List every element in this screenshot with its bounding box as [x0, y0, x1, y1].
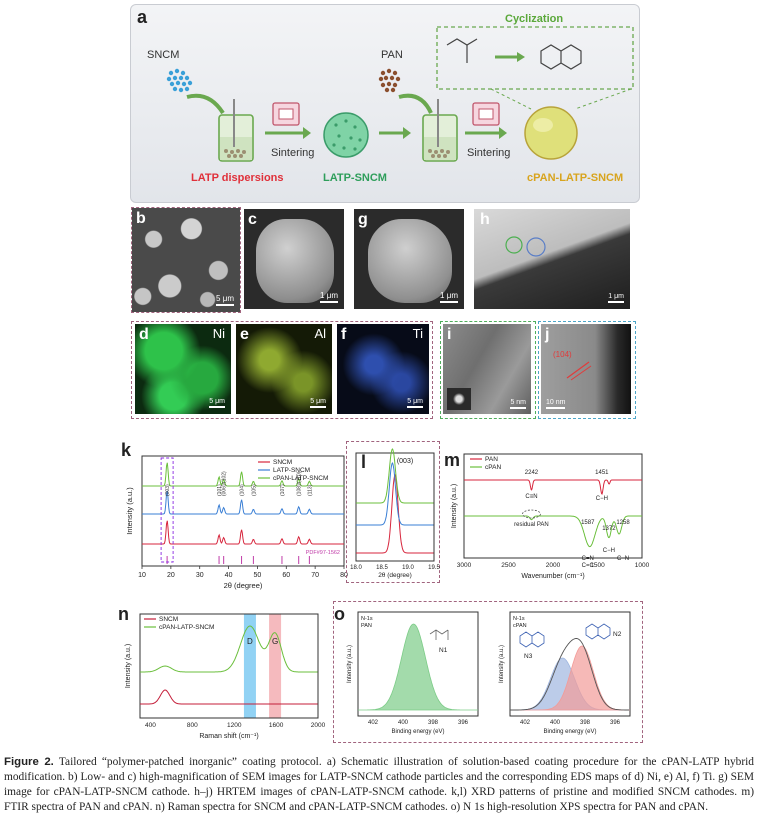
fft-inset [447, 388, 471, 410]
x-tick-label-xps: 400 [397, 720, 409, 726]
peak-label: (105) [251, 484, 258, 496]
panel-label-e: e [240, 326, 249, 343]
panel-label-c: c [248, 211, 257, 228]
x-tick-label-xps: 400 [549, 720, 561, 726]
sncm-label: SNCM [147, 49, 180, 61]
peak-label: (104) [239, 484, 246, 496]
scale-bar-g: 1 μm [440, 291, 458, 303]
annot-cn: C≡N [525, 494, 538, 500]
lattice-annotation: (104) [553, 350, 572, 359]
furnace-icon-1 [273, 103, 299, 125]
molecule-n3 [520, 632, 544, 647]
x-tick-label-m: 3000 [456, 562, 472, 569]
x-tick-label-m: 2500 [501, 562, 516, 569]
peak-label: (003) [165, 484, 172, 496]
annot-2242: 2242 [524, 470, 539, 476]
scale-bar-b: 5 μm [216, 294, 234, 306]
eds-map-ni [135, 324, 231, 414]
peak-label: (108)/(110) [296, 471, 303, 496]
scale-bar-c: 1 μm [320, 291, 338, 303]
panel-a [130, 4, 640, 203]
annot-ch: C−H [595, 496, 608, 502]
x-tick-label-m: 1000 [634, 562, 650, 569]
pan-particles [379, 69, 400, 92]
cpan-latp-sncm-label: cPAN-LATP-SNCM [527, 172, 624, 184]
element-ti: Ti [412, 326, 423, 341]
caption-text: Tailored “polymer-patched inorganic” coating protocol. a) Schematic illustration of solution-based coating procedure for the cPAN-LATP hybrid modification. b) Low- and c) high-magnification of SEM images for LATP-SNCM cathode particles and the corresponding EDS maps of d) Ni, e) Al, f) Ti. g) SEM image for cPAN-LATP-SNCM cathode. h–j) HRTEM images of cPAN-LATP-SNCM cathode. k,l) XRD patterns of pristine and modified SNCM cathodes. m) FTIR spectra of PAN and cPAN. n) Raman spectra for SNCM and cPAN-LATP-SNCM cathodes. o) N 1s high-resolution XPS spectra for PAN and cPAN. [4, 756, 754, 813]
tem-h-circles [474, 209, 630, 309]
y-axis-label-n: Intensity (a.u.) [125, 643, 132, 689]
xrd-zoom-series-0 [356, 475, 434, 553]
annot-1587: 1587 [581, 520, 595, 526]
x-tick-label-xps: 396 [457, 720, 469, 726]
x-tick-label-k: 50 [253, 572, 262, 579]
legend-label-n: cPAN-LATP-SNCM [159, 624, 215, 631]
x-tick-label-m: 2000 [545, 562, 561, 569]
scale-bar-h: 1 μm [608, 293, 624, 303]
figure-caption [4, 755, 754, 815]
cpan-latp-sncm-particle [525, 107, 577, 159]
sem-image-b [131, 207, 241, 313]
xps-title-2: PAN [361, 623, 372, 629]
xps-title-2: cPAN [513, 623, 527, 629]
annot-c-n: C−N [616, 556, 630, 562]
x-tick-label-n: 1200 [227, 722, 242, 729]
reference-label: PDF#97-1562 [305, 550, 340, 556]
ftir-chart-m [448, 444, 648, 584]
x-tick-label-xps: 402 [519, 720, 531, 726]
ftir-series-pan [464, 480, 642, 494]
xrd-chart-l [348, 443, 438, 579]
species-n2: N2 [613, 631, 622, 638]
x-tick-label-n: 800 [186, 722, 198, 729]
xrd-series-0 [142, 521, 344, 544]
xps-title-1: N-1s [361, 616, 373, 622]
latp-sncm-label: LATP-SNCM [323, 172, 387, 184]
annot-1372: 1372 [602, 526, 616, 532]
panel-label-f: f [341, 326, 347, 343]
annot-1258: 1258 [616, 520, 630, 526]
panel-label-a: a [137, 7, 148, 27]
xps-peak-N1 [358, 624, 478, 710]
x-tick-label-k: 20 [166, 572, 175, 579]
xps-title-1: N-1s [513, 616, 525, 622]
sncm-drop-arrow [187, 96, 223, 113]
x-tick-label-xps: 396 [609, 720, 621, 726]
caption-lead: Figure 2. [4, 756, 54, 768]
x-tick-label-k: 30 [195, 572, 204, 579]
scale-bar-d: 5 μm [209, 398, 225, 408]
x-axis-label-n: Raman shift (cm⁻¹) [199, 733, 259, 740]
element-ni: Ni [212, 326, 225, 341]
xps-chart-cpan [496, 606, 636, 738]
band-label-G: G [271, 637, 279, 646]
title-l: (003) [396, 458, 414, 465]
annot-residual-pan: residual PAN [514, 522, 549, 528]
x-tick-label-n: 1600 [268, 722, 284, 729]
y-axis-label-xps: Intensity (a.u.) [347, 644, 353, 684]
y-axis-label-xps: Intensity (a.u.) [499, 644, 505, 684]
peak-label: (113) [307, 484, 314, 496]
y-axis-label-k: Intensity (a.u.) [125, 487, 134, 535]
raman-series-sncm [140, 690, 318, 704]
panel-label-k: k [121, 440, 132, 460]
molecule-n2 [586, 624, 610, 639]
x-tick-label-k: 40 [224, 572, 233, 579]
band-label-D: D [247, 637, 253, 646]
xps-chart-pan [344, 606, 484, 738]
y-axis-label-m: Intensity (a.u.) [451, 483, 458, 529]
cyclization-label: Cyclization [505, 13, 564, 25]
annot-c-c-double: C=C [581, 563, 594, 569]
x-tick-label-k: 10 [138, 572, 146, 579]
x-tick-label-k: 60 [282, 572, 291, 579]
raman-chart-n [122, 604, 324, 744]
peak-label: (107) [279, 484, 286, 496]
panel-label-m: m [444, 450, 461, 470]
sintering-label-1: Sintering [271, 147, 315, 159]
residual-pan-circle [522, 510, 540, 518]
legend-label-m: cPAN [485, 464, 502, 471]
latp-sncm-particle [324, 113, 368, 157]
cyclization-box [437, 27, 633, 89]
x-tick-label-l: 18.5 [376, 565, 388, 571]
xrd-chart-k [122, 444, 352, 592]
species-n3: N3 [524, 653, 533, 660]
legend-label-m: PAN [485, 456, 498, 463]
x-axis-label-xps: Binding energy (eV) [391, 729, 445, 735]
schematic-graphics [131, 5, 639, 202]
highlight-003 [161, 458, 173, 562]
band-G [269, 614, 281, 718]
x-tick-label-k: 70 [311, 572, 320, 579]
panel-label-l: l [361, 452, 367, 472]
annot-ch-2: C−H [602, 548, 615, 554]
tem-image-h [474, 209, 630, 309]
xrd-zoom-series-1 [356, 463, 434, 525]
x-axis-label-k: 2θ (degree) [223, 581, 263, 590]
sem-image-g [354, 209, 464, 309]
sem-image-c [244, 209, 344, 309]
tem-image-j [541, 324, 631, 414]
x-tick-label-k: 80 [340, 572, 348, 579]
x-tick-label-l: 19.5 [428, 565, 440, 571]
pan-label: PAN [381, 49, 403, 61]
sintering-label-2: Sintering [467, 147, 511, 159]
raman-series-cpan [140, 626, 318, 672]
pan-drop-arrow [399, 96, 431, 113]
panel-label-o: o [334, 604, 345, 624]
panel-label-j: j [545, 326, 550, 343]
x-axis-label-xps: Binding energy (eV) [543, 729, 597, 735]
x-tick-label-m: 1500 [590, 562, 605, 569]
x-axis-label-l: 2θ (degree) [378, 572, 412, 579]
peak-label: (101) [217, 484, 224, 496]
panel-label-b: b [136, 210, 146, 227]
x-tick-label-xps: 402 [367, 720, 379, 726]
eds-map-al [236, 324, 332, 414]
eds-map-ti [337, 324, 429, 414]
lattice-marker [563, 358, 593, 382]
molecule-n1 [430, 630, 448, 640]
scale-bar-f: 5 μm [407, 398, 423, 408]
panel-label-g: g [358, 211, 368, 228]
sncm-particles [167, 69, 192, 92]
x-tick-label-n: 400 [145, 722, 156, 729]
peak-label: (006)/(102) [221, 471, 228, 496]
annot-c-n-double: C=N [581, 556, 594, 562]
x-tick-label-xps: 398 [579, 720, 591, 726]
x-tick-label-xps: 398 [427, 720, 439, 726]
panel-label-i: i [447, 326, 452, 343]
species-n1: N1 [439, 647, 448, 654]
panel-label-n: n [118, 604, 129, 624]
panel-label-d: d [139, 326, 149, 343]
scale-bar-j: 10 nm [546, 399, 565, 409]
tem-image-i [443, 324, 531, 414]
beaker-1 [219, 99, 253, 161]
x-axis-label-m: Wavenumber (cm⁻¹) [521, 573, 585, 580]
x-tick-label-n: 2000 [310, 722, 326, 729]
element-al: Al [314, 326, 326, 341]
legend-label-k: SNCM [273, 459, 293, 466]
scale-bar-e: 5 μm [310, 398, 326, 408]
legend-label-k: LATP-SNCM [273, 467, 311, 474]
panel-label-h: h [480, 211, 490, 228]
legend-label-k: cPAN-LATP-SNCM [273, 475, 329, 482]
zoom-guide [491, 89, 631, 109]
furnace-icon-2 [473, 103, 499, 125]
x-tick-label-l: 18.0 [350, 565, 362, 571]
legend-label-n: SNCM [159, 616, 179, 623]
scale-bar-i: 5 nm [510, 399, 526, 409]
annot-1451: 1451 [595, 470, 609, 476]
x-tick-label-l: 19.0 [402, 565, 414, 571]
latp-dispersions-label: LATP dispersions [191, 172, 284, 184]
